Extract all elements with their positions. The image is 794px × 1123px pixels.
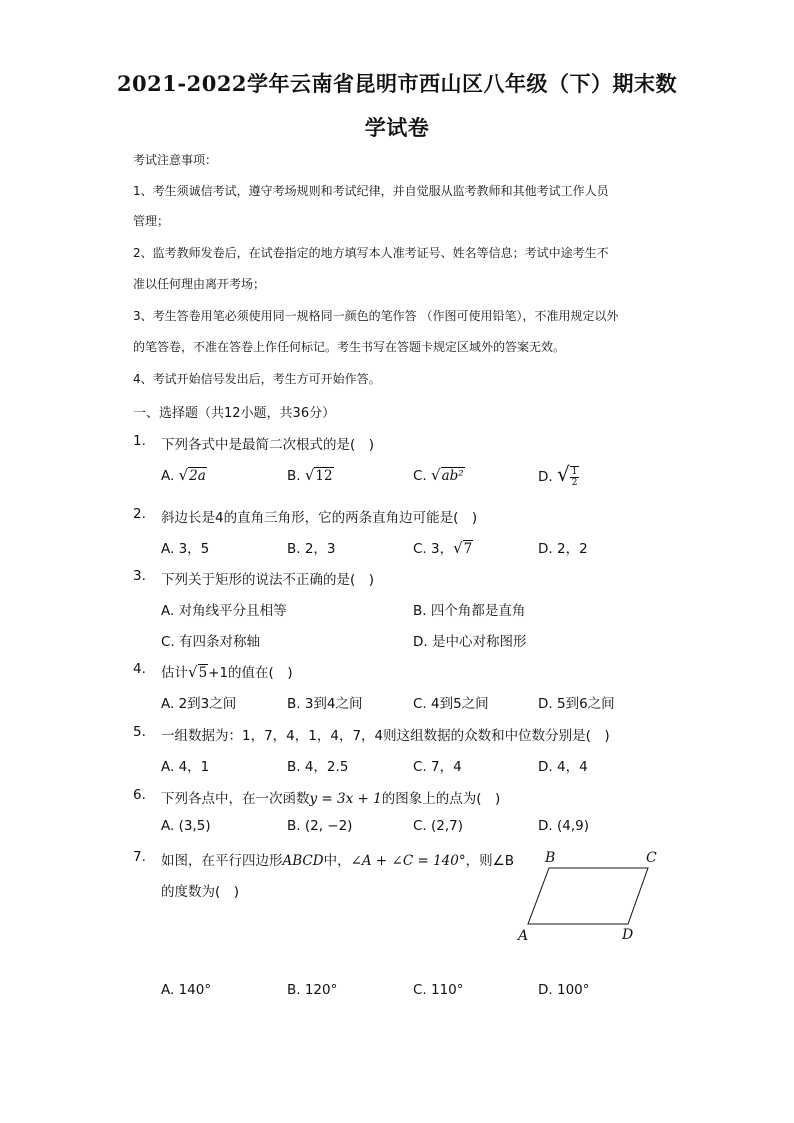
- text-segment: 估计: [161, 665, 188, 681]
- notes-heading: 考试注意事项：: [133, 153, 218, 167]
- vertex-label-c: C: [646, 850, 657, 866]
- option-label: C.: [413, 468, 427, 484]
- note-4: 4、考试开始信号发出后，考生方可开始作答。: [133, 372, 381, 386]
- note-3-line-2: 的笔答卷，不准在答卷上作任何标记。考生书写在答题卡规定区域外的答案无效。: [133, 340, 566, 354]
- option-b: B. √12: [287, 466, 333, 484]
- radicand: ab²: [441, 468, 464, 484]
- option-c: C. (2,7): [413, 818, 464, 834]
- question-number: 4.: [133, 661, 146, 677]
- option-c: C. 7，4: [413, 759, 462, 775]
- vertex-label-a: A: [518, 928, 529, 944]
- note-1-line-1: 1、考生须诚信考试，遵守考场规则和考试纪律，并自觉服从监考教师和其他考试工作人员: [133, 184, 609, 198]
- question-text: [161, 787, 500, 807]
- title-line-2: 学试卷: [364, 115, 430, 140]
- formula: ∠A + ∠C = 140°: [350, 853, 466, 869]
- option-label: A.: [161, 468, 175, 484]
- option-label: B.: [287, 468, 301, 484]
- parallelogram-shape: [528, 868, 648, 924]
- option-d: D. (4,9): [538, 818, 589, 834]
- parallelogram-diagram: [512, 846, 672, 946]
- title-line-1: 2021-2022学年云南省昆明市西山区八年级（下）期末数: [116, 71, 678, 96]
- question-text: 斜边长是4的直角三角形，它的两条直角边可能是( ): [161, 510, 478, 526]
- vertex-label-d: D: [622, 927, 634, 943]
- question-number: 6.: [133, 787, 146, 803]
- shape-name: ABCD: [282, 853, 324, 869]
- text-segment: 的图象上的点为( ): [381, 791, 501, 807]
- section-heading: 一、选择题（共12小题，共36分）: [133, 406, 336, 421]
- note-3-line-1: 3、考生答卷用笔必须使用同一规格同一颜色的笔作答 （作图可使用铅笔），不准用规定以外: [133, 309, 619, 323]
- option-d: D. √ $\frac{1}{2}$: [538, 462, 578, 488]
- option-a: A. 3，5: [161, 541, 210, 557]
- text-segment: ，则∠B: [465, 853, 514, 869]
- question-number: 1.: [133, 433, 146, 449]
- option-c: C. 110°: [413, 982, 464, 998]
- option-b: B. 4，2.5: [287, 759, 349, 775]
- option-a: A. (3,5): [161, 818, 211, 834]
- option-label: D.: [538, 469, 553, 485]
- fraction-numerator: 1: [571, 467, 578, 477]
- radicand: 12: [315, 468, 333, 484]
- option-d: D. 5到6之间: [538, 696, 615, 712]
- note-1-line-2: 管理；: [133, 214, 170, 228]
- question-number: 7.: [133, 849, 146, 865]
- question-text: 下列各式中是最简二次根式的是( ): [161, 437, 375, 453]
- question-number: 5.: [133, 724, 146, 740]
- option-a: A. √2a: [161, 466, 206, 484]
- question-text: [161, 849, 514, 869]
- text-segment: 中，: [323, 853, 351, 869]
- fraction-denominator: 2: [571, 478, 578, 488]
- text-segment: 如图，在平行四边形: [161, 853, 283, 869]
- option-b: B. 120°: [287, 982, 338, 998]
- radicand: 7: [463, 541, 473, 557]
- option-d: D. 是中心对称图形: [413, 634, 527, 650]
- formula: y = 3x + 1: [309, 791, 382, 807]
- option-c: C. 3，√7: [413, 539, 473, 557]
- option-b: B. 2，3: [287, 541, 336, 557]
- option-a: A. 140°: [161, 982, 212, 998]
- option-a: A. 4，1: [161, 759, 210, 775]
- option-b: B. 3到4之间: [287, 696, 363, 712]
- option-label: C. 3，: [413, 541, 454, 557]
- radicand: 2a: [189, 468, 206, 484]
- parallelogram-figure: [512, 846, 672, 946]
- question-number: 2.: [133, 506, 146, 522]
- question-text: 一组数据为：1，7，4，1，4，7，4则这组数据的众数和中位数分别是( ): [161, 728, 610, 744]
- option-d: D. 4，4: [538, 759, 588, 775]
- vertex-label-b: B: [545, 850, 556, 866]
- question-text-line-2: 的度数为( ): [161, 884, 240, 900]
- text-segment: 下列各点中，在一次函数: [161, 791, 310, 807]
- option-a: A. 2到3之间: [161, 696, 237, 712]
- option-b: B. 四个角都是直角: [413, 603, 526, 619]
- option-d: D. 100°: [538, 982, 590, 998]
- option-c: C. 有四条对称轴: [161, 634, 261, 650]
- question-number: 3.: [133, 568, 146, 584]
- option-b: B. (2, −2): [287, 818, 353, 834]
- question-text: 下列关于矩形的说法不正确的是( ): [161, 572, 375, 588]
- note-2-line-2: 准以任何理由离开考场；: [133, 277, 266, 291]
- option-d: D. 2，2: [538, 541, 588, 557]
- note-2-line-1: 2、监考教师发卷后，在试卷指定的地方填写本人准考证号、姓名等信息；考试中途考生不: [133, 246, 609, 260]
- option-a: A. 对角线平分且相等: [161, 603, 287, 619]
- option-c: C. √ab²: [413, 466, 464, 484]
- question-text: 估计√5+1的值在( ): [161, 663, 293, 681]
- option-c: C. 4到5之间: [413, 696, 489, 712]
- radicand: 5: [198, 665, 208, 681]
- text-segment: +1的值在( ): [208, 665, 293, 681]
